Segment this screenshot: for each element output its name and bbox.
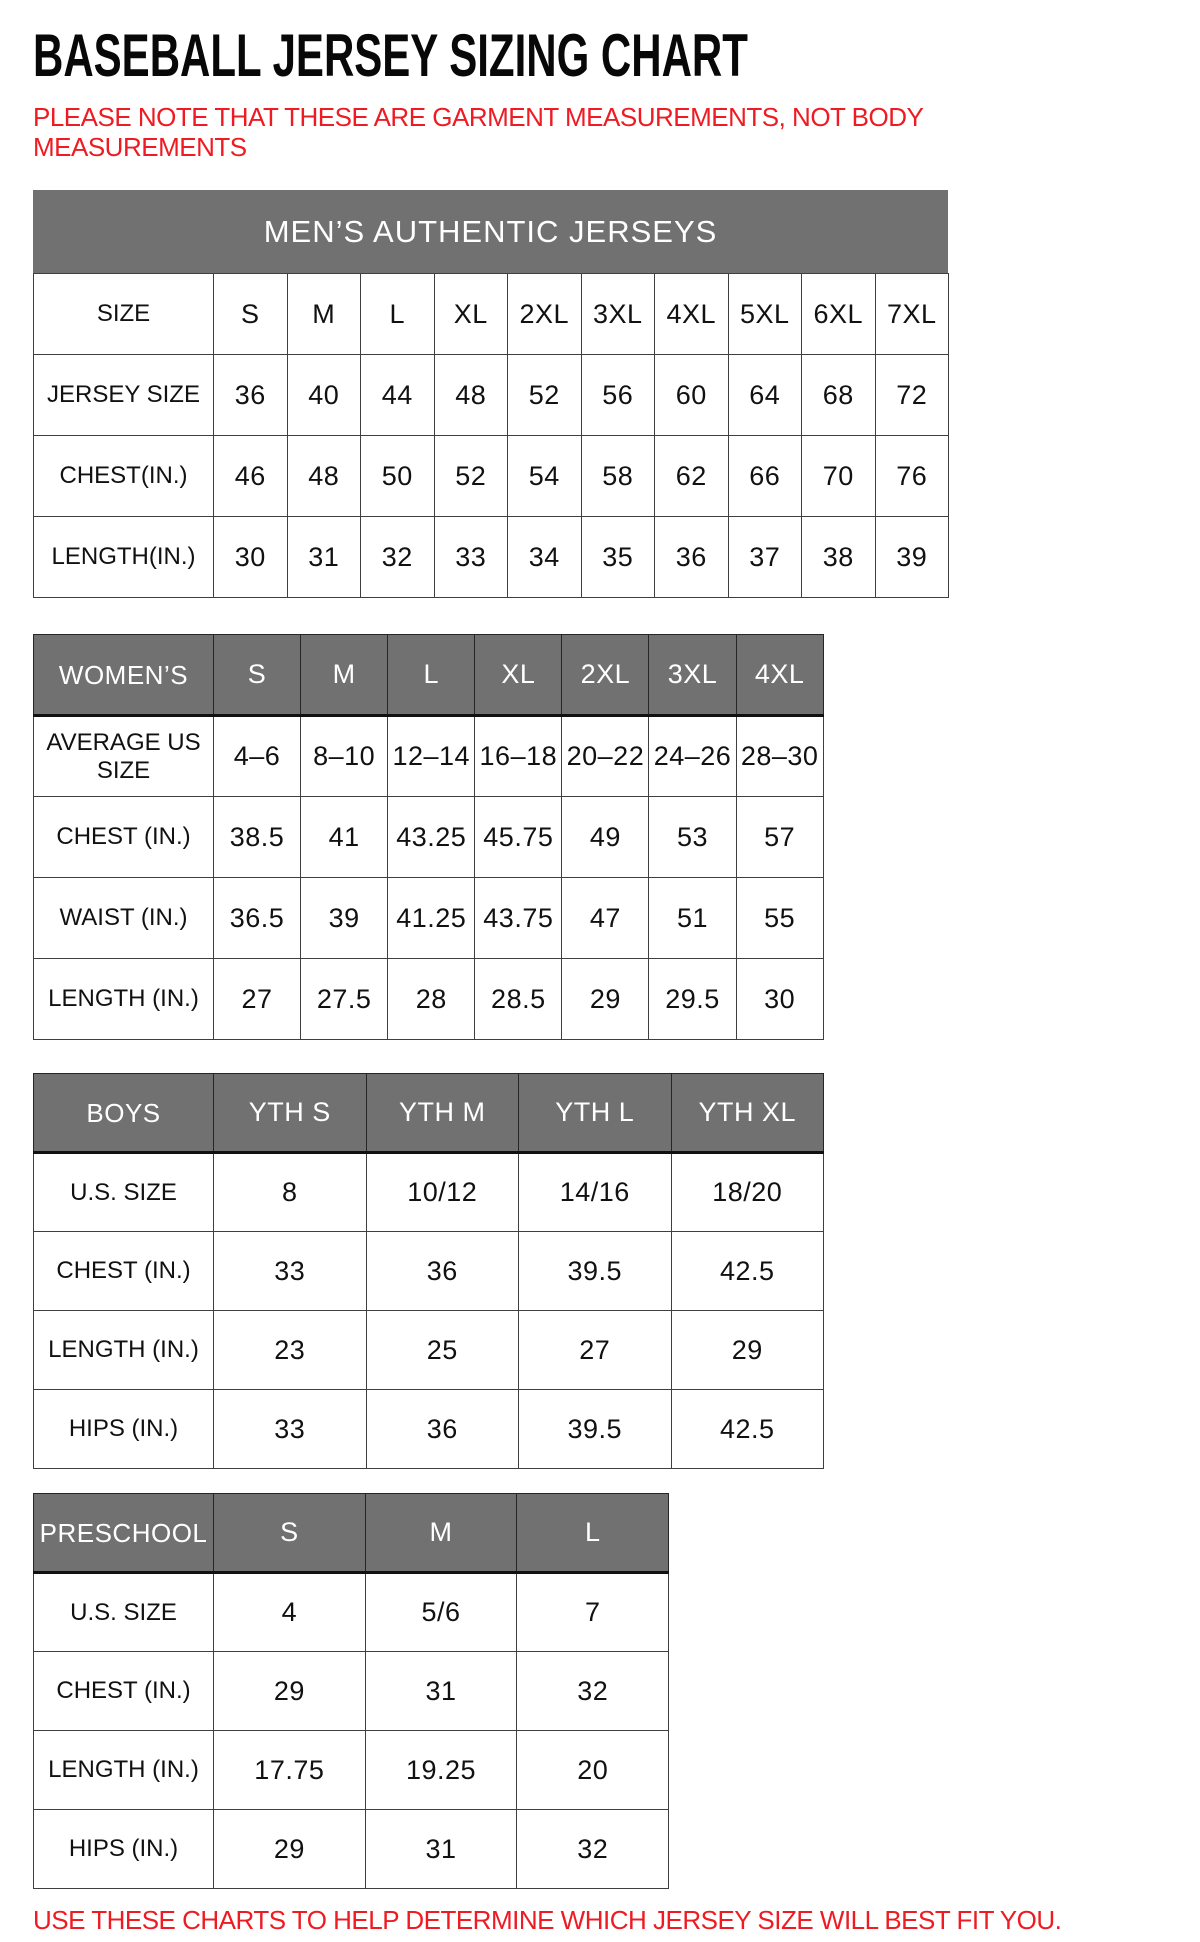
row-label-cell: U.S. SIZE bbox=[34, 1153, 214, 1232]
value-cell: 43.75 bbox=[475, 878, 562, 959]
value-cell: 17.75 bbox=[214, 1731, 366, 1810]
value-cell: 39.5 bbox=[519, 1390, 672, 1469]
size-header-cell: 2XL bbox=[562, 635, 649, 716]
value-cell: 64 bbox=[728, 355, 802, 436]
table-row bbox=[34, 517, 949, 598]
size-header-cell: L bbox=[388, 635, 475, 716]
value-cell: 27 bbox=[519, 1311, 672, 1390]
value-cell: 44 bbox=[361, 355, 435, 436]
size-header-cell: YTH M bbox=[366, 1074, 519, 1153]
value-cell: 39 bbox=[301, 878, 388, 959]
table-row bbox=[34, 355, 949, 436]
value-cell: 72 bbox=[875, 355, 949, 436]
value-cell: 76 bbox=[875, 436, 949, 517]
table-row bbox=[34, 436, 949, 517]
value-cell: 2XL bbox=[508, 274, 582, 355]
value-cell: 52 bbox=[508, 355, 582, 436]
size-header-cell: S bbox=[214, 635, 301, 716]
value-cell: 49 bbox=[562, 797, 649, 878]
boys-table bbox=[33, 1073, 824, 1469]
value-cell: 39 bbox=[875, 517, 949, 598]
size-header-cell: 4XL bbox=[736, 635, 823, 716]
value-cell: 3XL bbox=[581, 274, 655, 355]
value-cell: 29 bbox=[214, 1810, 366, 1889]
table-row bbox=[34, 716, 824, 797]
value-cell: 32 bbox=[517, 1652, 669, 1731]
value-cell: 6XL bbox=[802, 274, 876, 355]
value-cell: 52 bbox=[434, 436, 508, 517]
table-row bbox=[34, 1311, 824, 1390]
value-cell: 58 bbox=[581, 436, 655, 517]
value-cell: 46 bbox=[214, 436, 288, 517]
value-cell: 30 bbox=[736, 959, 823, 1040]
value-cell: 68 bbox=[802, 355, 876, 436]
value-cell: 19.25 bbox=[365, 1731, 517, 1810]
value-cell: 36 bbox=[366, 1390, 519, 1469]
row-label-cell: LENGTH (IN.) bbox=[34, 959, 214, 1040]
size-header-cell: M bbox=[365, 1494, 517, 1573]
value-cell: 8–10 bbox=[301, 716, 388, 797]
value-cell: 50 bbox=[361, 436, 435, 517]
table-header-row bbox=[34, 1074, 824, 1153]
row-label-cell: SIZE bbox=[34, 274, 214, 355]
size-header-cell: S bbox=[214, 1494, 366, 1573]
value-cell: 14/16 bbox=[519, 1153, 672, 1232]
value-cell: 31 bbox=[287, 517, 361, 598]
value-cell: 28.5 bbox=[475, 959, 562, 1040]
value-cell: 36 bbox=[366, 1232, 519, 1311]
size-header-cell: YTH S bbox=[214, 1074, 367, 1153]
value-cell: 33 bbox=[434, 517, 508, 598]
value-cell: 54 bbox=[508, 436, 582, 517]
value-cell: 32 bbox=[517, 1810, 669, 1889]
value-cell: 48 bbox=[287, 436, 361, 517]
value-cell: 42.5 bbox=[671, 1390, 824, 1469]
value-cell: 29 bbox=[214, 1652, 366, 1731]
row-label-cell: LENGTH(IN.) bbox=[34, 517, 214, 598]
value-cell: 36 bbox=[214, 355, 288, 436]
value-cell: 29 bbox=[562, 959, 649, 1040]
table-row bbox=[34, 1153, 824, 1232]
value-cell: 7 bbox=[517, 1573, 669, 1652]
value-cell: S bbox=[214, 274, 288, 355]
value-cell: 7XL bbox=[875, 274, 949, 355]
row-label-cell: HIPS (IN.) bbox=[34, 1810, 214, 1889]
row-label-cell: LENGTH (IN.) bbox=[34, 1311, 214, 1390]
value-cell: 40 bbox=[287, 355, 361, 436]
value-cell: 16–18 bbox=[475, 716, 562, 797]
size-header-cell: YTH L bbox=[519, 1074, 672, 1153]
value-cell: 4 bbox=[214, 1573, 366, 1652]
value-cell: M bbox=[287, 274, 361, 355]
table-title-cell: WOMEN’S bbox=[34, 635, 214, 716]
mens-banner: MEN’S AUTHENTIC JERSEYS bbox=[33, 190, 948, 273]
table-row bbox=[34, 1731, 669, 1810]
value-cell: 8 bbox=[214, 1153, 367, 1232]
value-cell: 12–14 bbox=[388, 716, 475, 797]
value-cell: L bbox=[361, 274, 435, 355]
table-row bbox=[34, 1810, 669, 1889]
value-cell: 51 bbox=[649, 878, 736, 959]
preschool-table bbox=[33, 1493, 669, 1889]
value-cell: 30 bbox=[214, 517, 288, 598]
value-cell: 45.75 bbox=[475, 797, 562, 878]
table-title-cell: BOYS bbox=[34, 1074, 214, 1153]
value-cell: 55 bbox=[736, 878, 823, 959]
garment-measurement-note: PLEASE NOTE THAT THESE ARE GARMENT MEASUREMENTS, NOT BODY MEASUREMENTS bbox=[33, 102, 923, 162]
value-cell: 27.5 bbox=[301, 959, 388, 1040]
value-cell: 41 bbox=[301, 797, 388, 878]
value-cell: 20–22 bbox=[562, 716, 649, 797]
row-label-cell: WAIST (IN.) bbox=[34, 878, 214, 959]
value-cell: 20 bbox=[517, 1731, 669, 1810]
fit-advice-footer: USE THESE CHARTS TO HELP DETERMINE WHICH JERSEY SIZE WILL BEST FIT YOU. bbox=[33, 1905, 1062, 1935]
value-cell: 37 bbox=[728, 517, 802, 598]
value-cell: 23 bbox=[214, 1311, 367, 1390]
value-cell: 38.5 bbox=[214, 797, 301, 878]
value-cell: 10/12 bbox=[366, 1153, 519, 1232]
size-header-cell: YTH XL bbox=[671, 1074, 824, 1153]
value-cell: 38 bbox=[802, 517, 876, 598]
table-row bbox=[34, 797, 824, 878]
table-row bbox=[34, 274, 949, 355]
value-cell: 36.5 bbox=[214, 878, 301, 959]
value-cell: 57 bbox=[736, 797, 823, 878]
preschool-section bbox=[33, 1493, 1200, 1889]
table-row bbox=[34, 1652, 669, 1731]
table-row bbox=[34, 1573, 669, 1652]
value-cell: 24–26 bbox=[649, 716, 736, 797]
womens-section bbox=[33, 634, 1200, 1040]
row-label-cell: AVERAGE US SIZE bbox=[34, 716, 214, 797]
value-cell: XL bbox=[434, 274, 508, 355]
value-cell: 4XL bbox=[655, 274, 729, 355]
boys-section bbox=[33, 1073, 1200, 1469]
value-cell: 62 bbox=[655, 436, 729, 517]
table-row bbox=[34, 1390, 824, 1469]
row-label-cell: U.S. SIZE bbox=[34, 1573, 214, 1652]
value-cell: 25 bbox=[366, 1311, 519, 1390]
row-label-cell: CHEST (IN.) bbox=[34, 1232, 214, 1311]
table-row bbox=[34, 878, 824, 959]
value-cell: 35 bbox=[581, 517, 655, 598]
value-cell: 34 bbox=[508, 517, 582, 598]
value-cell: 39.5 bbox=[519, 1232, 672, 1311]
value-cell: 31 bbox=[365, 1652, 517, 1731]
value-cell: 5/6 bbox=[365, 1573, 517, 1652]
value-cell: 41.25 bbox=[388, 878, 475, 959]
table-row bbox=[34, 1232, 824, 1311]
value-cell: 53 bbox=[649, 797, 736, 878]
row-label-cell: LENGTH (IN.) bbox=[34, 1731, 214, 1810]
size-header-cell: 3XL bbox=[649, 635, 736, 716]
value-cell: 5XL bbox=[728, 274, 802, 355]
value-cell: 43.25 bbox=[388, 797, 475, 878]
value-cell: 29 bbox=[671, 1311, 824, 1390]
mens-table bbox=[33, 273, 949, 598]
size-header-cell: XL bbox=[475, 635, 562, 716]
value-cell: 32 bbox=[361, 517, 435, 598]
value-cell: 28–30 bbox=[736, 716, 823, 797]
table-title-cell: PRESCHOOL bbox=[34, 1494, 214, 1573]
value-cell: 33 bbox=[214, 1232, 367, 1311]
size-header-cell: L bbox=[517, 1494, 669, 1573]
value-cell: 42.5 bbox=[671, 1232, 824, 1311]
page-title: BASEBALL JERSEY SIZING CHART bbox=[33, 22, 748, 89]
value-cell: 29.5 bbox=[649, 959, 736, 1040]
value-cell: 31 bbox=[365, 1810, 517, 1889]
value-cell: 56 bbox=[581, 355, 655, 436]
value-cell: 36 bbox=[655, 517, 729, 598]
value-cell: 28 bbox=[388, 959, 475, 1040]
value-cell: 48 bbox=[434, 355, 508, 436]
value-cell: 27 bbox=[214, 959, 301, 1040]
value-cell: 66 bbox=[728, 436, 802, 517]
value-cell: 60 bbox=[655, 355, 729, 436]
row-label-cell: CHEST (IN.) bbox=[34, 797, 214, 878]
row-label-cell: CHEST(IN.) bbox=[34, 436, 214, 517]
table-header-row bbox=[34, 635, 824, 716]
size-header-cell: M bbox=[301, 635, 388, 716]
mens-section bbox=[33, 190, 1200, 598]
value-cell: 33 bbox=[214, 1390, 367, 1469]
value-cell: 4–6 bbox=[214, 716, 301, 797]
womens-table bbox=[33, 634, 824, 1040]
table-row bbox=[34, 959, 824, 1040]
value-cell: 18/20 bbox=[671, 1153, 824, 1232]
row-label-cell: CHEST (IN.) bbox=[34, 1652, 214, 1731]
value-cell: 47 bbox=[562, 878, 649, 959]
row-label-cell: JERSEY SIZE bbox=[34, 355, 214, 436]
row-label-cell: HIPS (IN.) bbox=[34, 1390, 214, 1469]
value-cell: 70 bbox=[802, 436, 876, 517]
table-header-row bbox=[34, 1494, 669, 1573]
